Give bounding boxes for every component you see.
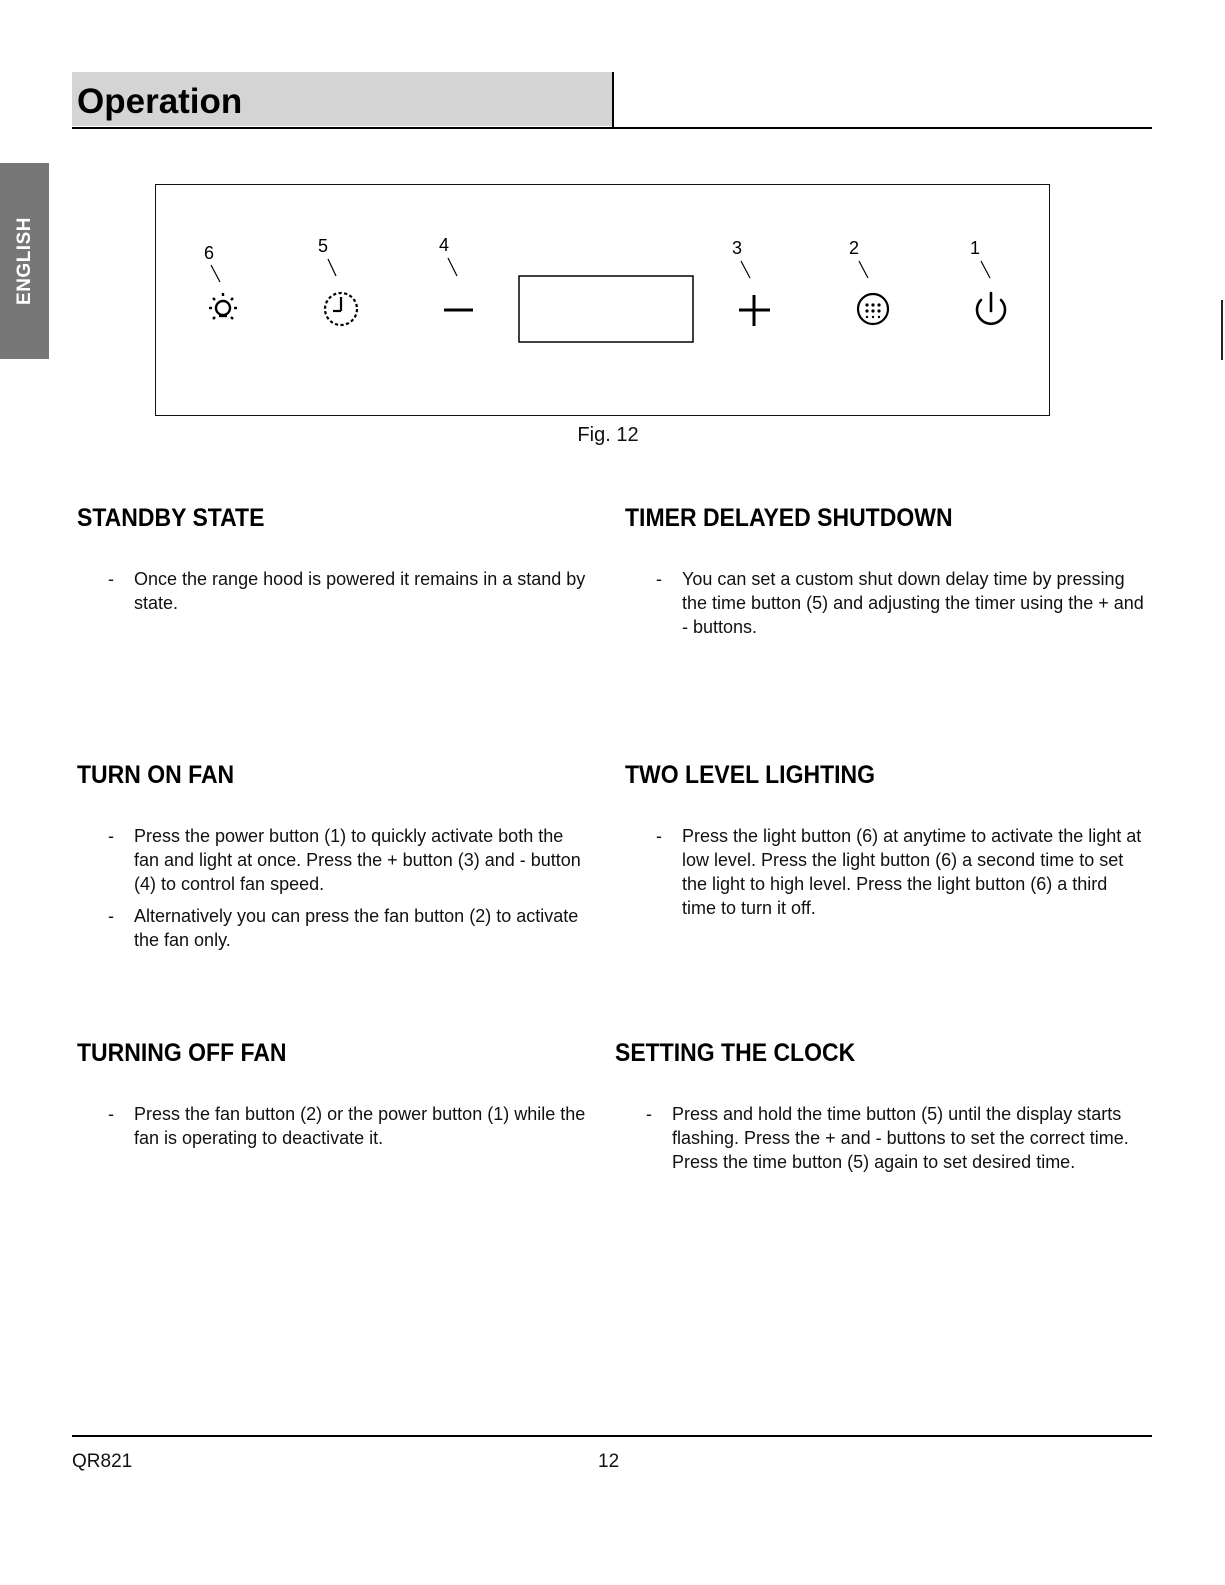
footer-page-number: 12 — [598, 1451, 620, 1472]
callout-3: 3 — [732, 238, 743, 258]
callout-4: 4 — [439, 235, 450, 255]
section-title: TWO LEVEL LIGHTING — [625, 761, 876, 789]
section-list — [625, 567, 1145, 639]
plus-icon — [739, 295, 770, 326]
callout-5: 5 — [318, 236, 329, 256]
leader-lines — [211, 258, 990, 282]
section-list — [77, 1102, 587, 1150]
list-item — [77, 824, 587, 896]
list-item — [615, 1102, 1140, 1174]
display-window — [519, 276, 693, 342]
section-title: SETTING THE CLOCK — [615, 1039, 856, 1067]
power-icon — [977, 293, 1005, 324]
section-title: STANDBY STATE — [77, 504, 265, 532]
header-rule — [72, 127, 1152, 129]
list-item — [625, 824, 1145, 920]
page-edge-mark — [1221, 300, 1223, 360]
list-item-text: Alternatively you can press the fan button (2) to activate the fan only. — [134, 906, 579, 950]
footer-model-number: QR821 — [72, 1451, 133, 1472]
list-item — [77, 904, 587, 952]
page-title: Operation — [77, 82, 243, 121]
section-title: TIMER DELAYED SHUTDOWN — [625, 504, 953, 532]
section-list — [77, 824, 587, 952]
section-list — [77, 567, 587, 615]
list-item-text: Press the power button (1) to quickly activate both the fan and light at once. Press the + button (3) and - button (4) to control fan speed. — [134, 826, 581, 894]
list-item-text: Press the fan button (2) or the power button (1) while the fan is operating to deactivate it. — [134, 1104, 586, 1148]
list-item — [625, 567, 1145, 639]
list-item — [77, 1102, 587, 1150]
section-turn-on-fan — [77, 760, 587, 960]
callout-1: 1 — [970, 238, 981, 258]
header-divider — [612, 72, 614, 128]
callout-6: 6 — [204, 243, 215, 263]
section-title: TURN ON FAN — [77, 761, 235, 789]
section-list — [615, 1102, 1140, 1174]
section-list — [625, 824, 1145, 920]
language-tab — [0, 163, 49, 359]
callout-2: 2 — [849, 238, 860, 258]
timer-icon — [325, 293, 357, 325]
section-standby-state — [77, 503, 587, 623]
bullet-dash: - — [108, 906, 114, 926]
language-label: ENGLISH — [13, 217, 35, 305]
bullet-dash: - — [656, 569, 662, 589]
list-item — [77, 567, 587, 615]
section-turning-off-fan — [77, 1038, 587, 1158]
bullet-dash: - — [108, 826, 114, 846]
light-icon — [209, 293, 237, 319]
footer-rule — [72, 1435, 1152, 1437]
bullet-dash: - — [108, 569, 114, 589]
control-panel-diagram — [155, 184, 1050, 416]
section-two-level-lighting — [625, 760, 1145, 928]
list-item-text: Once the range hood is powered it remains in a stand by state. — [134, 569, 586, 613]
section-setting-the-clock — [615, 1038, 1140, 1182]
section-timer-delayed-shutdown — [625, 503, 1145, 647]
section-title: TURNING OFF FAN — [77, 1039, 287, 1067]
bullet-dash: - — [646, 1104, 652, 1124]
list-item-text: You can set a custom shut down delay time by pressing the time button (5) and adjusting the timer using the + and - buttons. — [682, 569, 1144, 637]
figure-caption: Fig. 12 — [577, 424, 639, 446]
list-item-text: Press and hold the time button (5) until the display starts flashing. Press the + and - buttons to set the correct time. Press the time button (5) again to set desired time. — [672, 1104, 1129, 1172]
bullet-dash: - — [656, 826, 662, 846]
control-panel-svg — [156, 185, 1051, 417]
fan-icon — [858, 294, 888, 324]
bullet-dash: - — [108, 1104, 114, 1124]
list-item-text: Press the light button (6) at anytime to activate the light at low level. Press the light button (6) a second time to set the light to high level. Press the light button (6) a third time to turn it off. — [682, 826, 1142, 918]
